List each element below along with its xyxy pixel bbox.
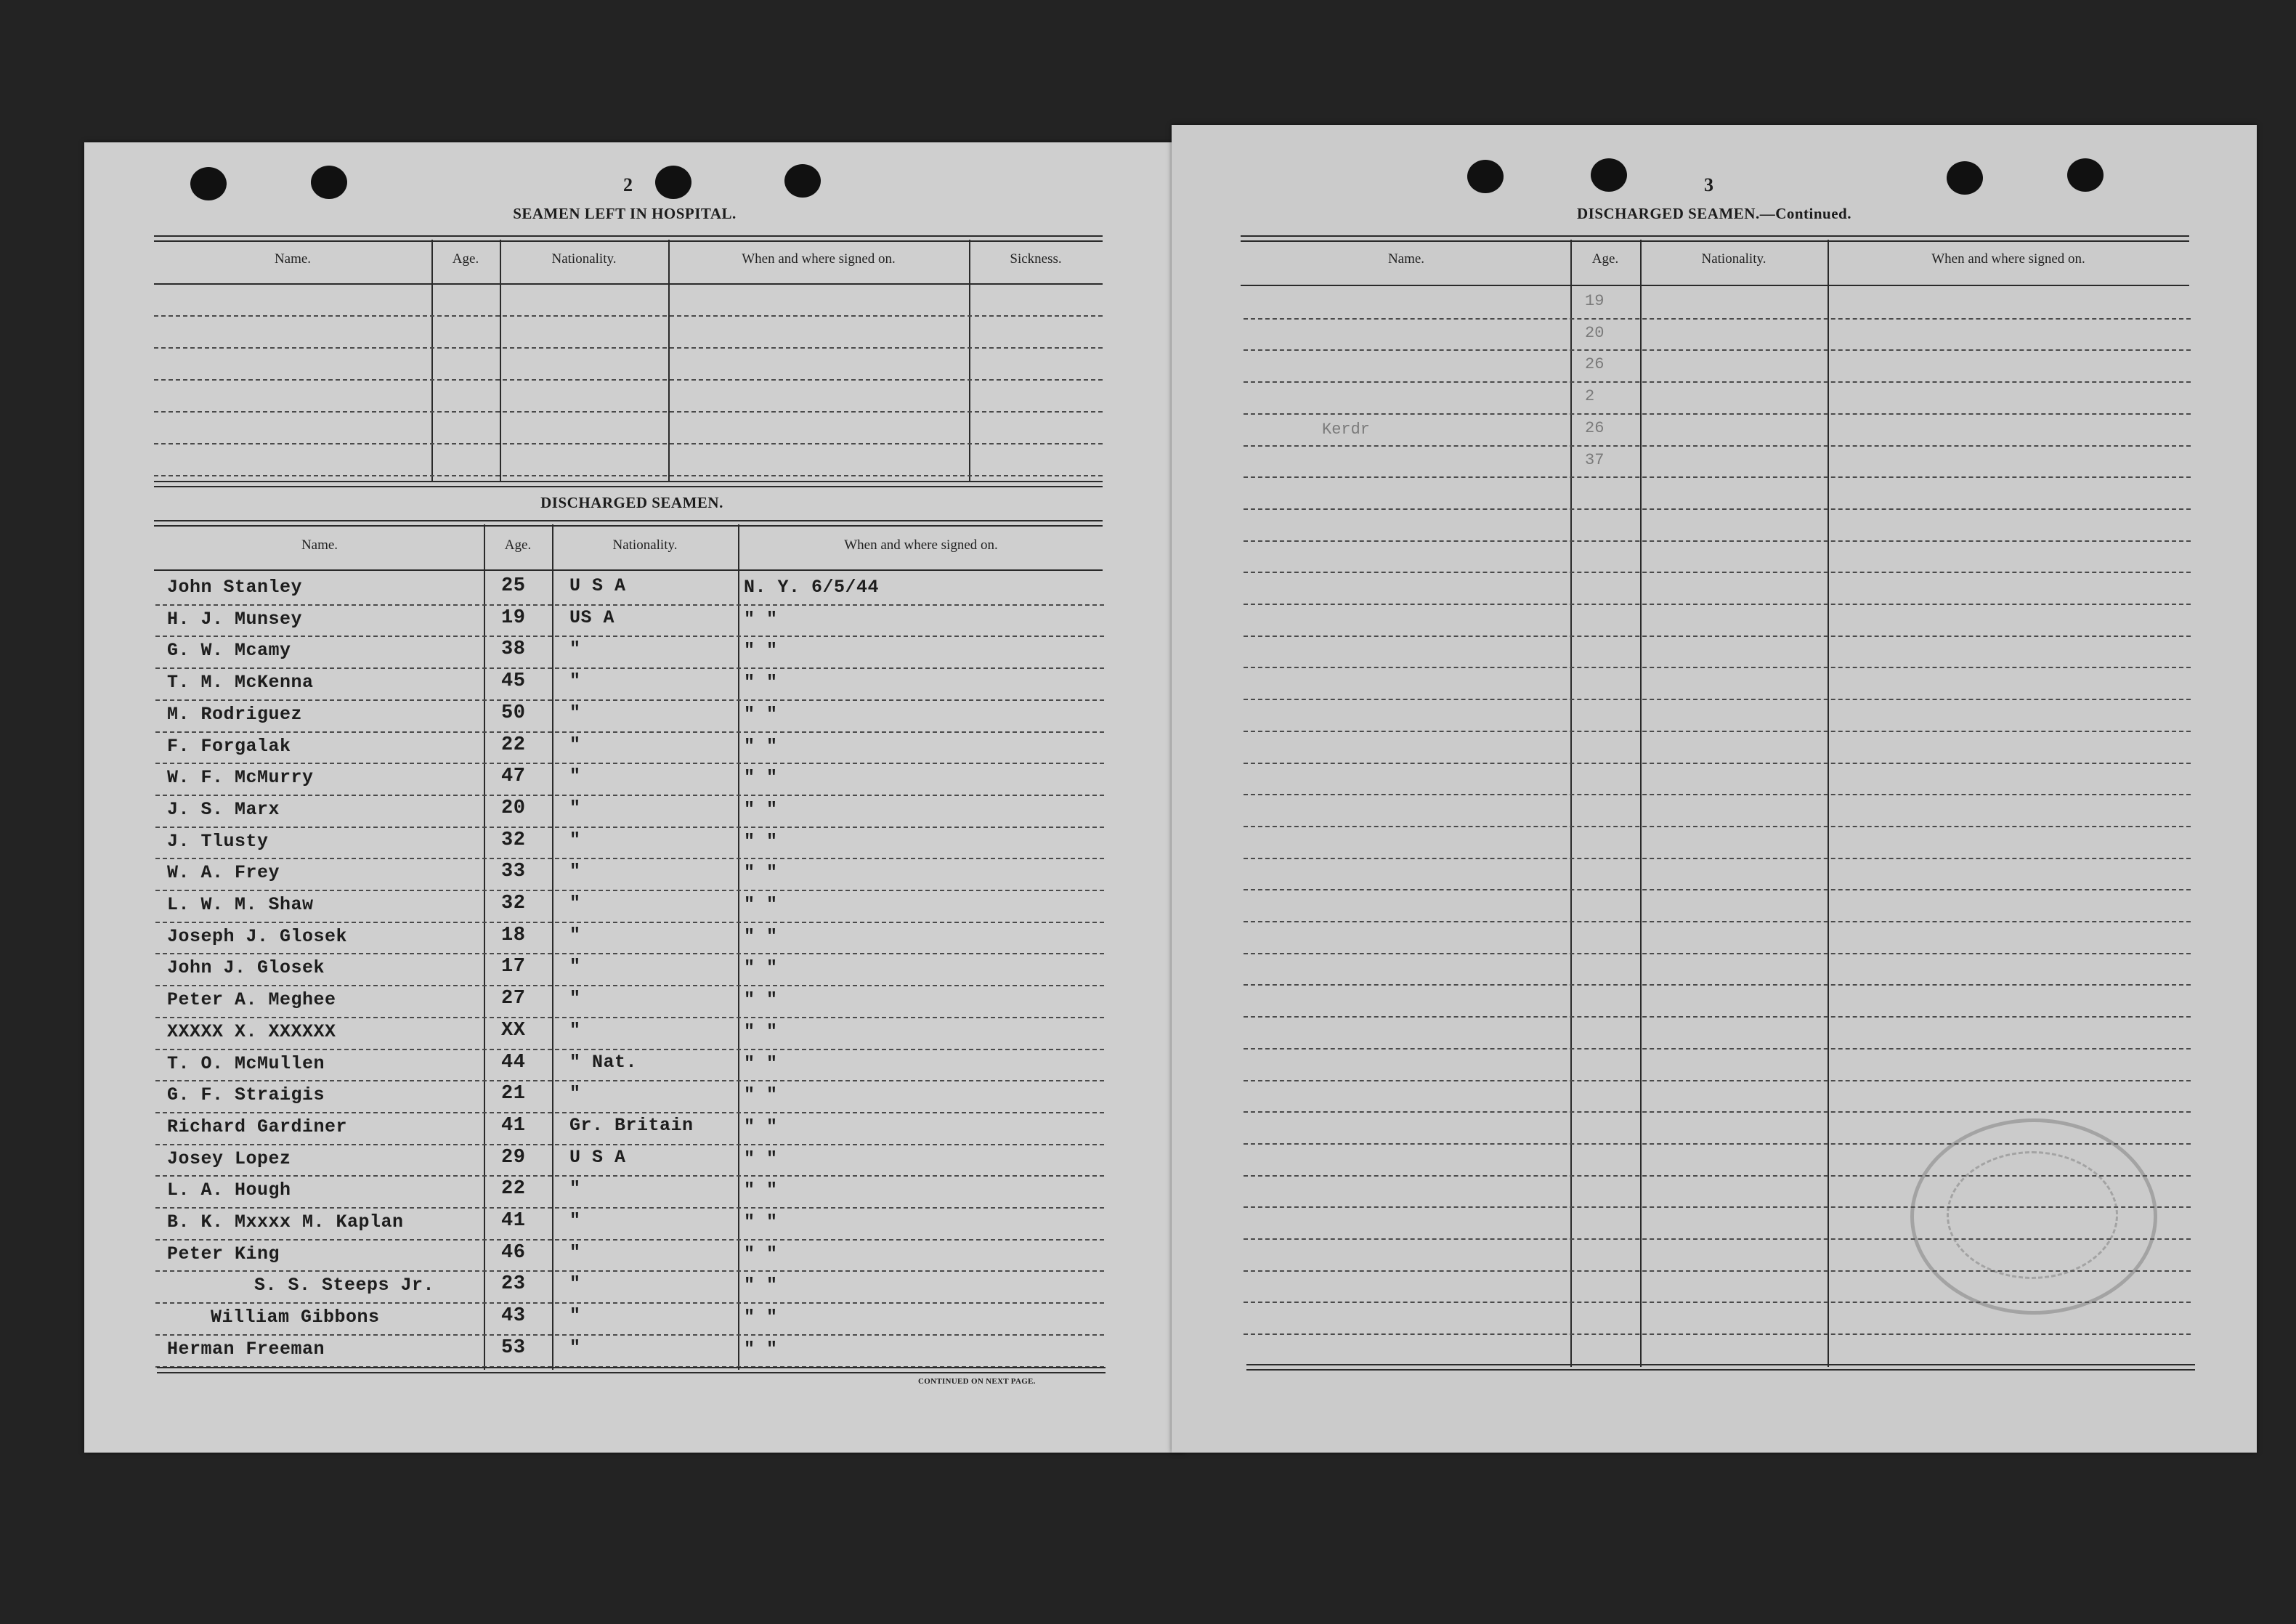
seaman-name: XXXXX X. XXXXXX: [167, 1020, 336, 1042]
seaman-age: 47: [501, 766, 526, 788]
ruled-line: [155, 731, 1104, 733]
ruled-line: [154, 443, 1103, 444]
ruled-line: [1244, 1111, 2191, 1113]
ruled-line: [155, 1270, 1104, 1272]
column-divider: [431, 240, 433, 482]
rule: [1241, 285, 2189, 286]
seaman-age: 27: [501, 988, 526, 1010]
discharged-section-title: DISCHARGED SEAMEN.: [540, 494, 723, 511]
seaman-signed-on: " ": [744, 925, 778, 947]
ruled-line: [1244, 318, 2191, 320]
column-header: When and where signed on.: [844, 537, 998, 553]
ruled-line: [155, 1175, 1104, 1177]
seaman-nationality: ": [569, 1083, 581, 1105]
seaman-name: W. F. McMurry: [167, 767, 314, 789]
seaman-nationality: U S A: [569, 1146, 626, 1168]
seaman-age: 41: [501, 1114, 526, 1137]
ruled-line: [155, 953, 1104, 954]
seaman-age: 38: [501, 638, 526, 661]
seaman-nationality: ": [569, 1241, 581, 1263]
seaman-signed-on: " ": [744, 862, 778, 884]
column-divider: [552, 524, 553, 1370]
seaman-nationality: US A: [569, 606, 615, 628]
rule: [154, 520, 1103, 527]
seaman-name: G. W. Mcamy: [167, 640, 291, 662]
seaman-name: H. J. Munsey: [167, 608, 303, 630]
ruled-line: [1244, 699, 2191, 700]
punch-hole: [2067, 158, 2104, 192]
seaman-age: 17: [501, 956, 526, 978]
seaman-nationality: ": [569, 861, 581, 882]
ruled-line: [1244, 889, 2191, 890]
ruled-line: [1244, 763, 2191, 764]
seaman-age: 33: [501, 861, 526, 883]
seaman-age: XX: [501, 1019, 526, 1042]
ruled-line: [155, 795, 1104, 796]
faint-age: 2: [1585, 387, 1595, 406]
seaman-age: 22: [501, 1178, 526, 1201]
seaman-name: J. S. Marx: [167, 798, 280, 820]
seaman-age: 19: [501, 606, 526, 629]
seaman-nationality: ": [569, 797, 581, 819]
page-number-right: 3: [1704, 174, 1713, 195]
ruled-line: [1244, 667, 2191, 668]
ruled-line: [154, 475, 1103, 476]
ruled-line: [155, 604, 1104, 606]
ruled-line: [1244, 540, 2191, 542]
seaman-name: Joseph J. Glosek: [167, 925, 348, 947]
ruled-line: [154, 379, 1103, 381]
rule: [154, 481, 1103, 487]
ruled-line: [155, 1302, 1104, 1304]
seaman-age: 50: [501, 702, 526, 724]
seaman-signed-on: " ": [744, 830, 778, 852]
seaman-age: 44: [501, 1051, 526, 1073]
ruled-line: [155, 1144, 1104, 1145]
seaman-signed-on: " ": [744, 735, 778, 757]
seaman-signed-on: " ": [744, 1180, 778, 1201]
ruled-line: [155, 1112, 1104, 1113]
ruled-line: [1244, 572, 2191, 573]
ruled-line: [1244, 731, 2191, 732]
ruled-line: [155, 1017, 1104, 1018]
seaman-signed-on: " ": [744, 957, 778, 979]
seaman-signed-on: " ": [744, 1116, 778, 1137]
ruled-line: [1244, 1016, 2191, 1018]
seaman-name: Richard Gardiner: [167, 1116, 348, 1137]
column-header: Nationality.: [612, 537, 678, 553]
column-divider: [969, 240, 970, 482]
seaman-name: Herman Freeman: [167, 1338, 325, 1360]
seaman-name: Josey Lopez: [167, 1148, 291, 1169]
seaman-name: L. A. Hough: [167, 1180, 291, 1201]
ruled-line: [1244, 413, 2191, 415]
seaman-name: T. O. McMullen: [167, 1052, 325, 1074]
punch-hole: [190, 167, 227, 200]
ruled-line: [1244, 604, 2191, 605]
seaman-nationality: ": [569, 766, 581, 787]
seaman-nationality: ": [569, 956, 581, 978]
column-divider: [668, 240, 670, 482]
seaman-nationality: ": [569, 988, 581, 1010]
seaman-age: 45: [501, 670, 526, 693]
punch-hole: [1591, 158, 1627, 192]
official-stamp-inner: [1947, 1151, 2118, 1279]
seaman-signed-on: " ": [744, 1148, 778, 1169]
seaman-signed-on: " ": [744, 1307, 778, 1328]
punch-hole: [1947, 161, 1983, 195]
seaman-nationality: ": [569, 1210, 581, 1231]
seaman-age: 32: [501, 829, 526, 851]
seaman-age: 43: [501, 1305, 526, 1328]
seaman-signed-on: " ": [744, 1243, 778, 1264]
seaman-name: Peter King: [167, 1243, 280, 1264]
ruled-line: [1244, 445, 2191, 447]
column-header: Nationality.: [551, 251, 617, 267]
ruled-line: [1244, 984, 2191, 986]
column-header: When and where signed on.: [742, 251, 896, 267]
column-header: Nationality.: [1701, 251, 1766, 267]
seaman-name: Peter A. Meghee: [167, 989, 336, 1011]
seaman-name: G. F. Straigis: [167, 1084, 325, 1106]
hospital-section-title: SEAMEN LEFT IN HOSPITAL.: [513, 205, 737, 222]
seaman-nationality: Gr. Britain: [569, 1114, 694, 1136]
column-divider: [1640, 240, 1642, 1367]
ruled-line: [1244, 826, 2191, 827]
seaman-name: L. W. M. Shaw: [167, 894, 314, 915]
seaman-signed-on: " ": [744, 1084, 778, 1106]
seaman-age: 21: [501, 1083, 526, 1105]
seaman-nationality: " Nat.: [569, 1051, 638, 1073]
column-header: Age.: [452, 251, 479, 267]
rule: [154, 283, 1103, 285]
ruled-line: [155, 1334, 1104, 1336]
ruled-line: [155, 890, 1104, 891]
continued-note: CONTINUED ON NEXT PAGE.: [918, 1377, 1036, 1386]
seaman-age: 29: [501, 1146, 526, 1169]
seaman-name: B. K. Mxxxx M. Kaplan: [167, 1211, 404, 1233]
ruled-line: [1244, 1333, 2191, 1335]
seaman-name: J. Tlusty: [167, 830, 269, 852]
seaman-age: 25: [501, 575, 526, 597]
seaman-name: John Stanley: [167, 577, 303, 598]
punch-hole: [311, 166, 347, 199]
seaman-name: F. Forgalak: [167, 735, 291, 757]
ruled-line: [155, 858, 1104, 859]
rule: [1246, 1364, 2195, 1371]
seaman-nationality: ": [569, 638, 581, 660]
seaman-nationality: ": [569, 1178, 581, 1200]
seaman-signed-on: " ": [744, 767, 778, 789]
seaman-nationality: ": [569, 1273, 581, 1295]
ruled-line: [155, 1080, 1104, 1081]
seaman-signed-on: " ": [744, 798, 778, 820]
column-header: Name.: [274, 251, 312, 267]
seaman-age: 32: [501, 893, 526, 914]
punch-hole: [655, 166, 691, 199]
ruled-line: [1244, 508, 2191, 510]
seaman-age: 41: [501, 1210, 526, 1232]
column-header: Age.: [1591, 251, 1619, 267]
seaman-age: 22: [501, 734, 526, 756]
seaman-signed-on: " ": [744, 1338, 778, 1360]
column-divider: [500, 240, 501, 482]
page-number-left: 2: [623, 174, 633, 195]
ruled-line: [154, 315, 1103, 317]
seaman-name: W. A. Frey: [167, 862, 280, 884]
seaman-signed-on: " ": [744, 640, 778, 662]
rule: [157, 1367, 1106, 1373]
column-divider: [1570, 240, 1572, 1367]
ruled-line: [1244, 1048, 2191, 1049]
ruled-line: [1244, 349, 2191, 351]
seaman-nationality: ": [569, 829, 581, 850]
seaman-age: 53: [501, 1336, 526, 1359]
ruled-line: [1244, 476, 2191, 478]
ruled-line: [155, 827, 1104, 828]
seaman-name: S. S. Steeps Jr.: [254, 1275, 435, 1296]
seaman-nationality: ": [569, 1336, 581, 1358]
ruled-line: [155, 699, 1104, 701]
punch-hole: [1467, 160, 1504, 193]
seaman-signed-on: " ": [744, 894, 778, 915]
seaman-nationality: ": [569, 1305, 581, 1327]
rule: [154, 569, 1103, 571]
seaman-signed-on: " ": [744, 989, 778, 1011]
seaman-signed-on: " ": [744, 1211, 778, 1233]
seaman-nationality: ": [569, 670, 581, 692]
column-header: Name.: [1387, 251, 1425, 267]
seaman-nationality: ": [569, 924, 581, 946]
faint-age: 26: [1585, 355, 1605, 374]
column-header: Name.: [301, 537, 338, 553]
seaman-name: John J. Glosek: [167, 957, 325, 979]
ruled-line: [1244, 636, 2191, 637]
column-header: Age.: [504, 537, 532, 553]
seaman-age: 20: [501, 797, 526, 819]
column-divider: [484, 524, 485, 1370]
seaman-signed-on: " ": [744, 1052, 778, 1074]
column-divider: [738, 524, 739, 1370]
seaman-signed-on: " ": [744, 703, 778, 725]
rule: [154, 235, 1103, 242]
ruled-line: [1244, 794, 2191, 795]
right-section-title: DISCHARGED SEAMEN.—Continued.: [1577, 205, 1851, 222]
seaman-nationality: ": [569, 893, 581, 914]
seaman-name: William Gibbons: [211, 1307, 380, 1328]
ruled-line: [1244, 1080, 2191, 1081]
seaman-signed-on: " ": [744, 672, 778, 694]
ruled-line: [1244, 953, 2191, 954]
seaman-signed-on: " ": [744, 608, 778, 630]
ruled-line: [155, 922, 1104, 923]
seaman-nationality: U S A: [569, 575, 626, 596]
ruled-line: [1244, 858, 2191, 859]
ruled-line: [155, 636, 1104, 637]
seaman-signed-on: " ": [744, 1020, 778, 1042]
ruled-line: [155, 1239, 1104, 1241]
seaman-age: 23: [501, 1273, 526, 1296]
faint-age: 26: [1585, 418, 1605, 437]
column-divider: [1828, 240, 1829, 1367]
ruled-line: [155, 985, 1104, 986]
ruled-line: [155, 667, 1104, 669]
seaman-age: 46: [501, 1241, 526, 1264]
seaman-signed-on: " ": [744, 1275, 778, 1296]
ruled-line: [155, 1207, 1104, 1209]
column-header: Sickness.: [1010, 251, 1062, 267]
ruled-line: [155, 1049, 1104, 1050]
seaman-nationality: ": [569, 702, 581, 723]
faint-age: 37: [1585, 450, 1605, 469]
ruled-line: [155, 763, 1104, 764]
seaman-name: M. Rodriguez: [167, 703, 303, 725]
ruled-line: [1244, 381, 2191, 383]
faint-age: 19: [1585, 292, 1605, 310]
seaman-signed-on: N. Y. 6/5/44: [744, 577, 880, 598]
seaman-nationality: ": [569, 1019, 581, 1041]
rule: [1241, 235, 2189, 242]
ruled-line: [154, 411, 1103, 413]
faint-name: Kerdr: [1322, 420, 1371, 439]
ruled-line: [1244, 921, 2191, 922]
ruled-line: [154, 347, 1103, 349]
seaman-name: T. M. McKenna: [167, 672, 314, 694]
punch-hole: [784, 164, 821, 198]
column-header: When and where signed on.: [1931, 251, 2085, 267]
seaman-age: 18: [501, 924, 526, 946]
faint-age: 20: [1585, 323, 1605, 342]
seaman-nationality: ": [569, 734, 581, 755]
